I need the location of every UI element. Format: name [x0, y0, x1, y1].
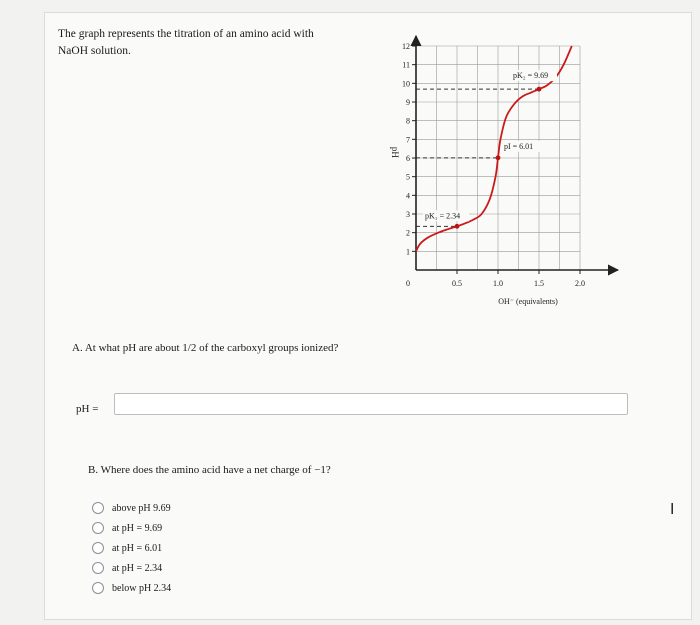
radio-button-icon[interactable]: [92, 522, 104, 534]
question-a-prompt: A. At what pH are about 1/2 of the carboxyl groups ionized?: [72, 342, 339, 354]
y-tick-label: 2: [406, 228, 410, 238]
ph-input-label: pH =: [76, 403, 99, 415]
x-tick-label: 1.5: [534, 279, 544, 288]
option-label: at pH = 2.34: [112, 562, 163, 574]
titration-chart: [380, 28, 640, 318]
y-tick-label: 4: [406, 191, 410, 201]
x-tick-label: 0.5: [452, 279, 462, 288]
radio-button-icon[interactable]: [92, 582, 104, 594]
y-tick-label: 5: [406, 172, 410, 182]
intro-line-2: NaOH solution.: [58, 45, 131, 57]
question-intro: [58, 26, 358, 60]
x-origin-label: 0: [406, 279, 410, 288]
question-b-prompt: B. Where does the amino acid have a net charge of −1?: [88, 464, 331, 476]
annotation-label: pK₂ = 9.69: [513, 71, 549, 81]
option-at-pi[interactable]: [88, 538, 171, 558]
y-tick-label: 1: [406, 247, 410, 257]
text-cursor-icon: I: [670, 500, 675, 518]
answer-options: [88, 498, 171, 598]
y-tick-label: 3: [406, 210, 410, 219]
x-tick-label: 2.0: [575, 279, 585, 288]
y-tick-label: 9: [406, 98, 410, 107]
option-label: at pH = 6.01: [112, 542, 163, 554]
y-tick-label: 7: [406, 135, 410, 145]
option-at-pka1[interactable]: [88, 558, 171, 578]
y-tick-label: 11: [402, 60, 410, 70]
annotation-label: pI = 6.01: [504, 141, 534, 151]
option-label: above pH 9.69: [112, 502, 171, 514]
y-tick-label: 12: [402, 42, 410, 51]
option-at-pka2[interactable]: [88, 518, 171, 538]
annotation-label: pK₁ = 2.34: [425, 211, 461, 221]
y-axis-title: pH: [390, 146, 400, 158]
ph-answer-input[interactable]: [114, 393, 628, 415]
option-below-pka1[interactable]: [88, 578, 171, 598]
y-tick-label: 6: [406, 154, 410, 163]
y-tick-label: 10: [402, 79, 410, 89]
option-label: at pH = 9.69: [112, 522, 163, 534]
radio-button-icon[interactable]: [92, 502, 104, 514]
annotation-point: [496, 155, 501, 160]
radio-button-icon[interactable]: [92, 542, 104, 554]
x-tick-label: 1.0: [493, 279, 503, 288]
option-above-pka2[interactable]: [88, 498, 171, 518]
annotation-point: [537, 87, 542, 92]
radio-button-icon[interactable]: [92, 562, 104, 574]
y-tick-label: 8: [406, 116, 410, 126]
intro-line-1: The graph represents the titration of an amino acid with: [58, 28, 314, 40]
option-label: below pH 2.34: [112, 582, 172, 594]
x-axis-title: OH⁻ (equivalents): [498, 297, 558, 306]
annotation-point: [455, 224, 460, 229]
